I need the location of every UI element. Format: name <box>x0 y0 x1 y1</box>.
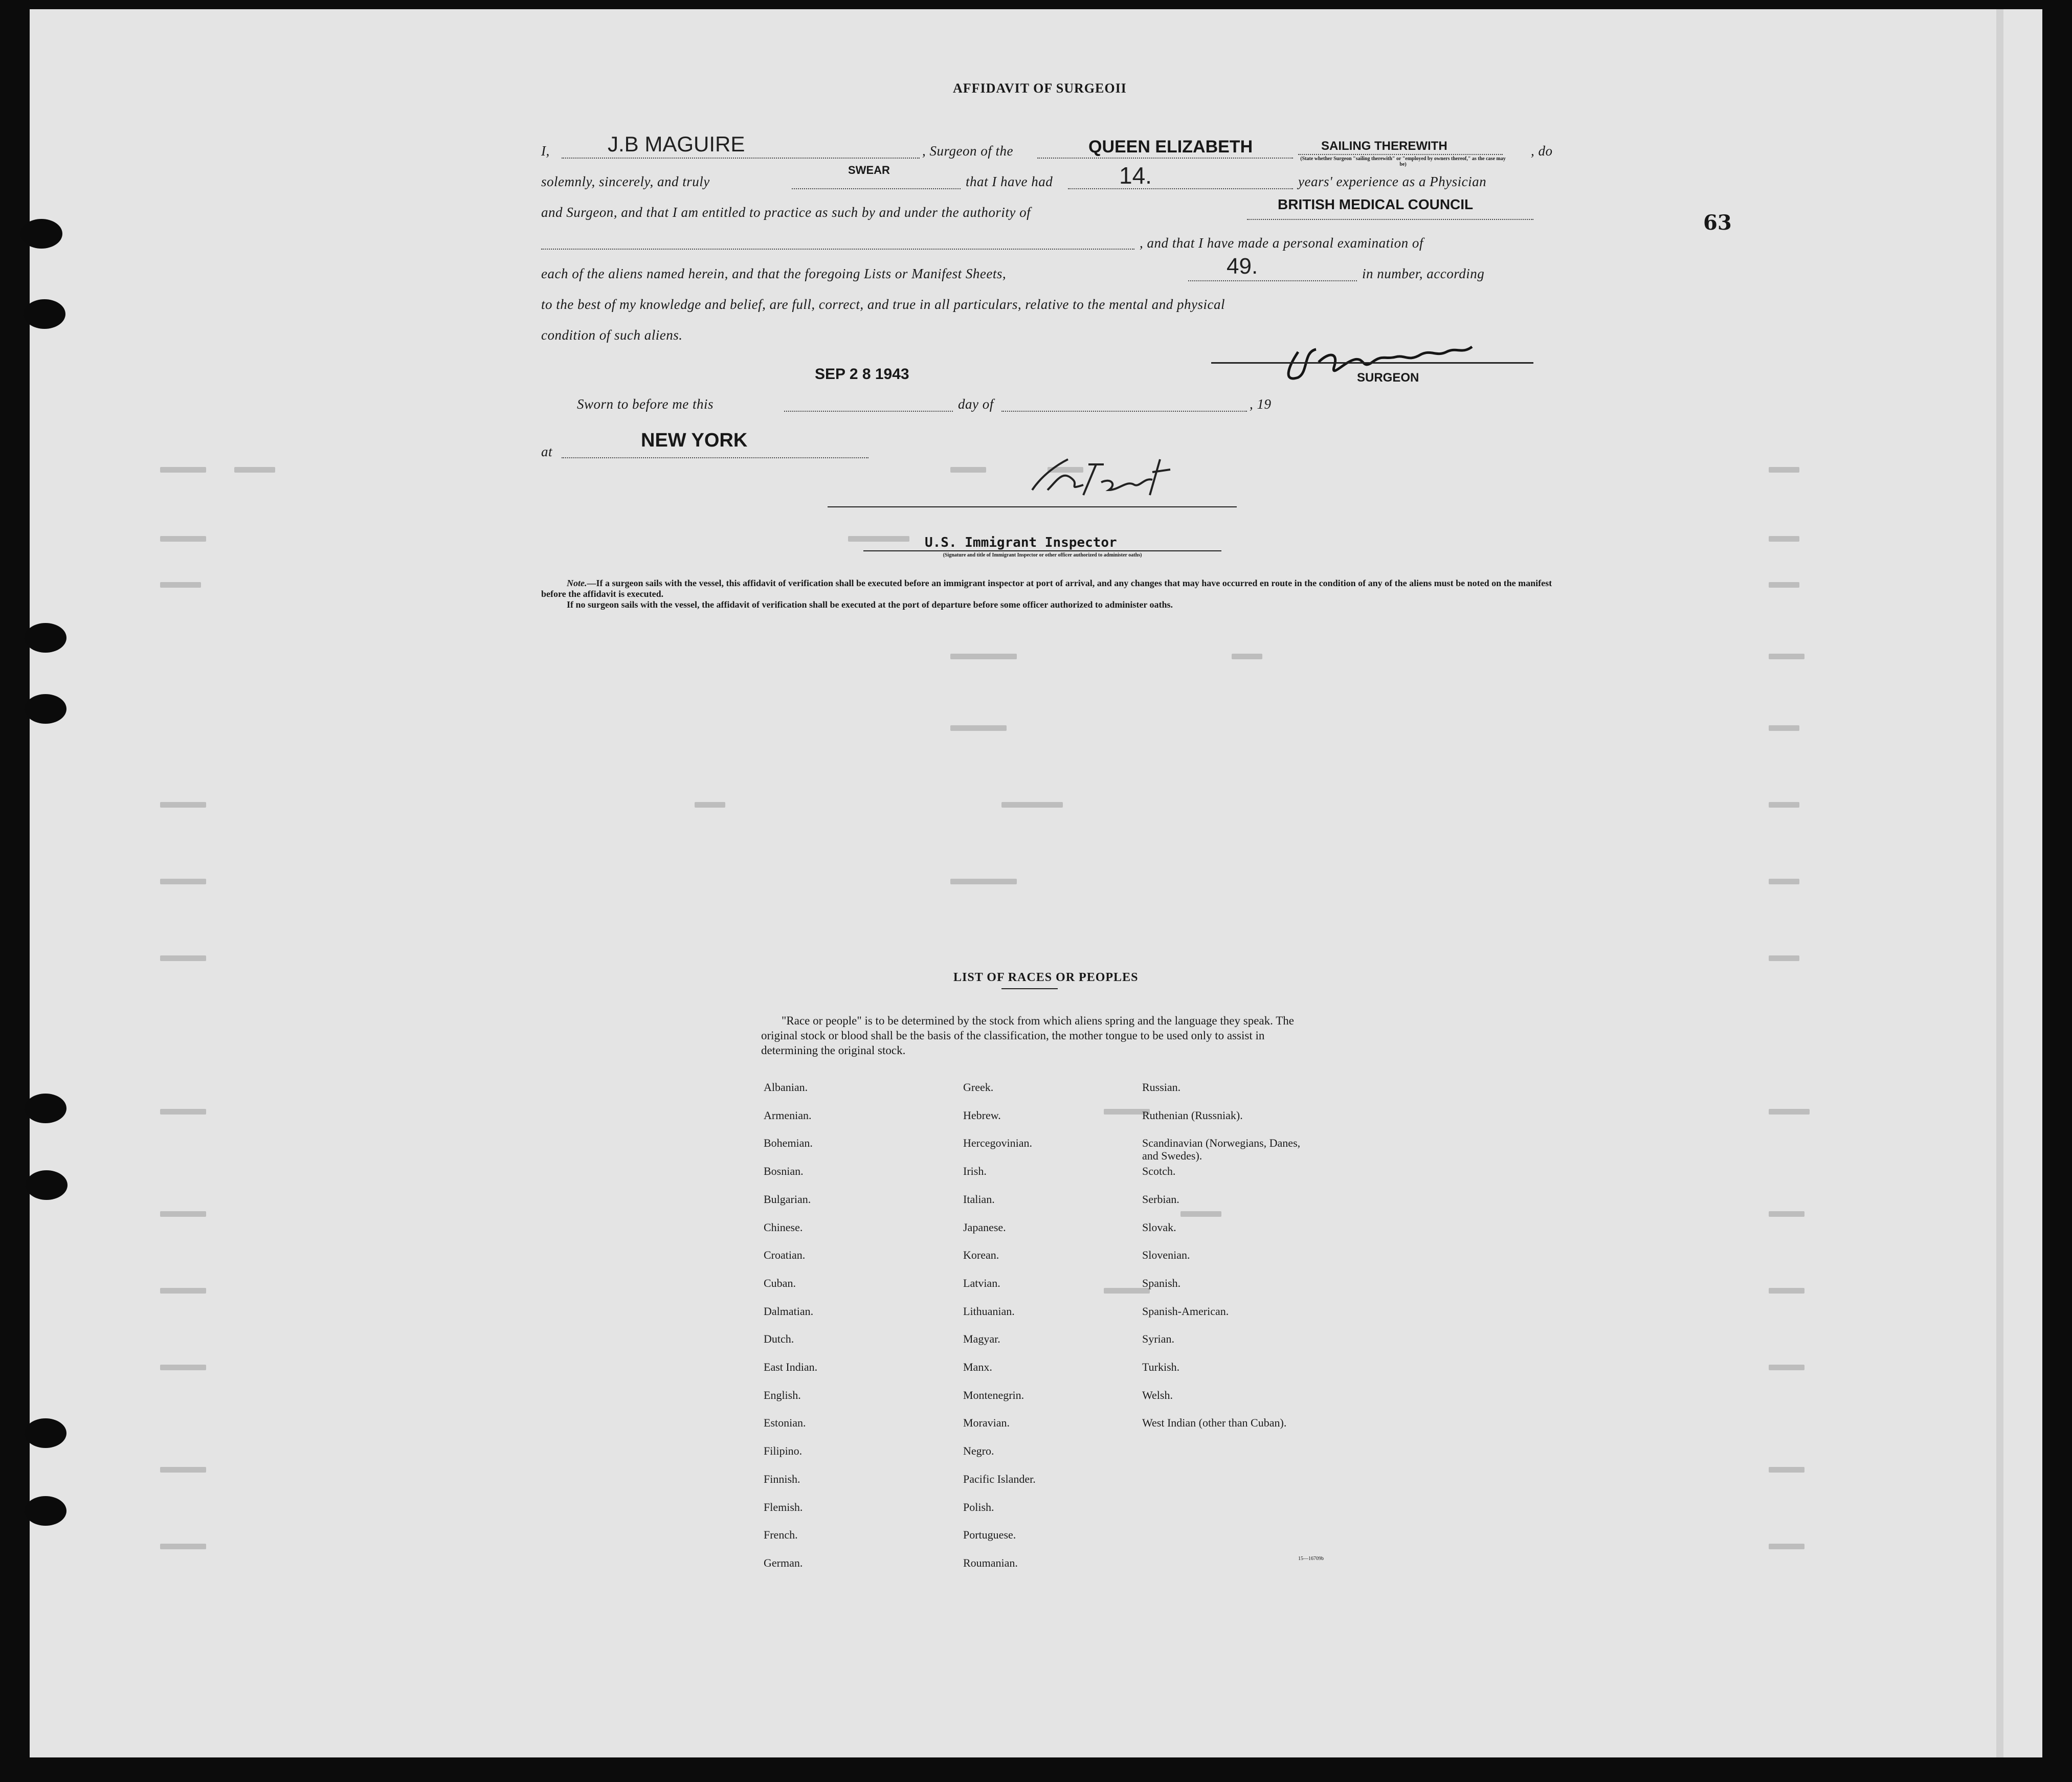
race-item: Spanish-American. <box>1142 1304 1229 1318</box>
race-item: Hebrew. <box>963 1108 1001 1122</box>
sheets-count: 49. <box>1227 254 1258 279</box>
race-item: Cuban. <box>764 1276 796 1289</box>
binder-hole <box>25 623 66 653</box>
years-line <box>1068 188 1293 189</box>
affidavit-note <box>541 578 1554 610</box>
swear-stamp: SWEAR <box>848 164 890 176</box>
sworn-month-line <box>1001 411 1247 412</box>
race-item: Polish. <box>963 1500 994 1513</box>
at-label: at <box>541 444 553 459</box>
binder-hole <box>25 1094 66 1123</box>
year-prefix: , 19 <box>1250 396 1272 412</box>
manifest-sheets-text: each of the aliens named herein, and that the foregoing Lists or Manifest Sheets, <box>541 266 1007 281</box>
race-item: Roumanian. <box>963 1556 1018 1569</box>
solemnly-text: solemnly, sincerely, and truly <box>541 174 710 189</box>
sworn-text: Sworn to before me this <box>577 396 714 412</box>
race-item: Irish. <box>963 1165 987 1178</box>
status-line <box>1298 154 1503 155</box>
swear-line <box>792 188 961 189</box>
race-item: Greek. <box>963 1081 994 1094</box>
note-text-2: If no surgeon sails with the vessel, the affidavit of verification shall be executed at the port of departure before some officer authorized to administer oaths. <box>567 599 1173 610</box>
race-item: Russian. <box>1142 1081 1181 1094</box>
inspector-title: U.S. Immigrant Inspector <box>925 535 1117 550</box>
inspector-upper-line <box>828 506 1237 507</box>
race-item: Croatian. <box>764 1249 806 1262</box>
race-item: Filipino. <box>764 1444 803 1458</box>
binder-hole <box>25 694 66 724</box>
binder-hole <box>26 1170 68 1200</box>
race-item: Finnish. <box>764 1472 800 1485</box>
race-item: Latvian. <box>963 1276 1000 1289</box>
binder-hole <box>25 1496 66 1526</box>
do-label: , do <box>1531 143 1553 159</box>
race-item: Flemish. <box>764 1500 803 1513</box>
race-item: Slovenian. <box>1142 1249 1190 1262</box>
race-item: Bohemian. <box>764 1137 813 1150</box>
race-item: Ruthenian (Russniak). <box>1142 1108 1243 1122</box>
surgeon-authority-text: and Surgeon, and that I am entitled to practice as such by and under the authority of <box>541 205 1031 220</box>
race-item: Bulgarian. <box>764 1192 811 1206</box>
sheet-fold <box>1996 9 2003 1757</box>
race-item: Dutch. <box>764 1332 794 1346</box>
day-of-text: day of <box>958 396 994 412</box>
race-item: Magyar. <box>963 1332 1000 1346</box>
race-item: Manx. <box>963 1361 992 1373</box>
knowledge-text: to the best of my knowledge and belief, are full, correct, and true in all particulars, relative to the mental and physical <box>541 297 1226 312</box>
race-item: Syrian. <box>1142 1332 1174 1346</box>
surgeon-label: SURGEON <box>1357 371 1419 385</box>
vessel-name: QUEEN ELIZABETH <box>1088 137 1253 157</box>
races-intro: "Race or people" is to be determined by the stock from which aliens spring and the language they speak. The original stock or blood shall be the basis of the classification, the mother tongue to be used only to assist in determining the original stock. <box>761 1014 1294 1057</box>
race-item: Spanish. <box>1142 1276 1181 1289</box>
authority-value: BRITISH MEDICAL COUNCIL <box>1278 196 1474 212</box>
vessel-line <box>1037 158 1293 159</box>
race-item: Serbian. <box>1142 1192 1179 1206</box>
race-item: Montenegrin. <box>963 1388 1024 1401</box>
inspector-note: (Signature and title of Immigrant Inspector or other officer authorized to administer oaths) <box>943 552 1142 558</box>
personal-exam-text: , and that I have made a personal examination of <box>1140 235 1423 251</box>
sheets-line <box>1188 280 1357 281</box>
years-value: 14. <box>1119 162 1152 189</box>
authority-line <box>1247 219 1533 220</box>
race-item: Slovak. <box>1142 1220 1176 1234</box>
sailing-status: SAILING THEREWITH <box>1321 139 1447 153</box>
race-item: Turkish. <box>1142 1361 1180 1373</box>
race-item: Scotch. <box>1142 1165 1176 1178</box>
race-item: West Indian (other than Cuban). <box>1142 1416 1287 1430</box>
place-line <box>562 457 868 458</box>
race-item: Albanian. <box>764 1081 808 1094</box>
authority-line-2 <box>541 249 1134 250</box>
binder-hole <box>24 299 65 329</box>
status-note: (State whether Surgeon "sailing therewith" or "employed by owners thereof," as the case may be) <box>1300 156 1506 167</box>
note-label: Note. <box>567 578 587 588</box>
condition-text: condition of such aliens. <box>541 327 683 343</box>
race-item: English. <box>764 1388 801 1401</box>
note-text-1: —If a surgeon sails with the vessel, this affidavit of verification shall be executed before an immigrant inspector at port of arrival, and any changes that may have occurred en route in the condition of any of the aliens must be noted on the manifest before the affidavit is executed. <box>541 578 1552 599</box>
sworn-day-line <box>784 411 953 412</box>
race-item: East Indian. <box>764 1361 818 1373</box>
had-text: that I have had <box>966 174 1053 189</box>
race-item: French. <box>764 1528 798 1542</box>
race-item: Estonian. <box>764 1416 806 1430</box>
form-code: 15—16709b <box>1298 1556 1324 1562</box>
affidavit-title: AFFIDAVIT OF SURGEOII <box>953 81 1127 96</box>
place-value: NEW YORK <box>641 430 748 451</box>
race-item: Chinese. <box>764 1220 803 1234</box>
surgeon-signature-line <box>1211 362 1533 364</box>
manifest-sheet <box>30 9 2042 1757</box>
binder-hole <box>20 219 62 249</box>
inspector-signature <box>1012 449 1216 510</box>
race-item: Portuguese. <box>963 1528 1016 1542</box>
race-item: Korean. <box>963 1249 999 1262</box>
surgeon-of-the-label: , Surgeon of the <box>922 143 1013 159</box>
date-stamp: SEP 2 8 1943 <box>815 366 909 383</box>
race-item: Hercegovinian. <box>963 1137 1032 1150</box>
page-number: 63 <box>1703 211 1732 235</box>
race-item: Japanese. <box>963 1220 1006 1234</box>
surgeon-name: J.B MAGUIRE <box>608 132 745 156</box>
races-title-rule <box>1001 988 1058 989</box>
race-item: Bosnian. <box>764 1165 804 1178</box>
race-item: Italian. <box>963 1192 995 1206</box>
race-item: Negro. <box>963 1444 994 1458</box>
race-item: Scandinavian (Norwegians, Danes, and Swedes). <box>1142 1137 1301 1163</box>
race-item: German. <box>764 1556 803 1569</box>
race-item: Pacific Islander. <box>963 1472 1036 1485</box>
races-title: LIST OF RACES OR PEOPLES <box>953 971 1139 984</box>
race-item: Welsh. <box>1142 1388 1173 1401</box>
experience-text: years' experience as a Physician <box>1298 174 1487 189</box>
inspector-line <box>863 550 1221 551</box>
surgeon-name-line <box>562 158 920 159</box>
race-item: Dalmatian. <box>764 1304 814 1318</box>
i-label: I, <box>541 143 550 159</box>
race-item: Lithuanian. <box>963 1304 1015 1318</box>
binder-hole <box>25 1418 66 1448</box>
race-item: Armenian. <box>764 1108 812 1122</box>
race-item: Moravian. <box>963 1416 1010 1430</box>
in-number-text: in number, according <box>1362 266 1485 281</box>
